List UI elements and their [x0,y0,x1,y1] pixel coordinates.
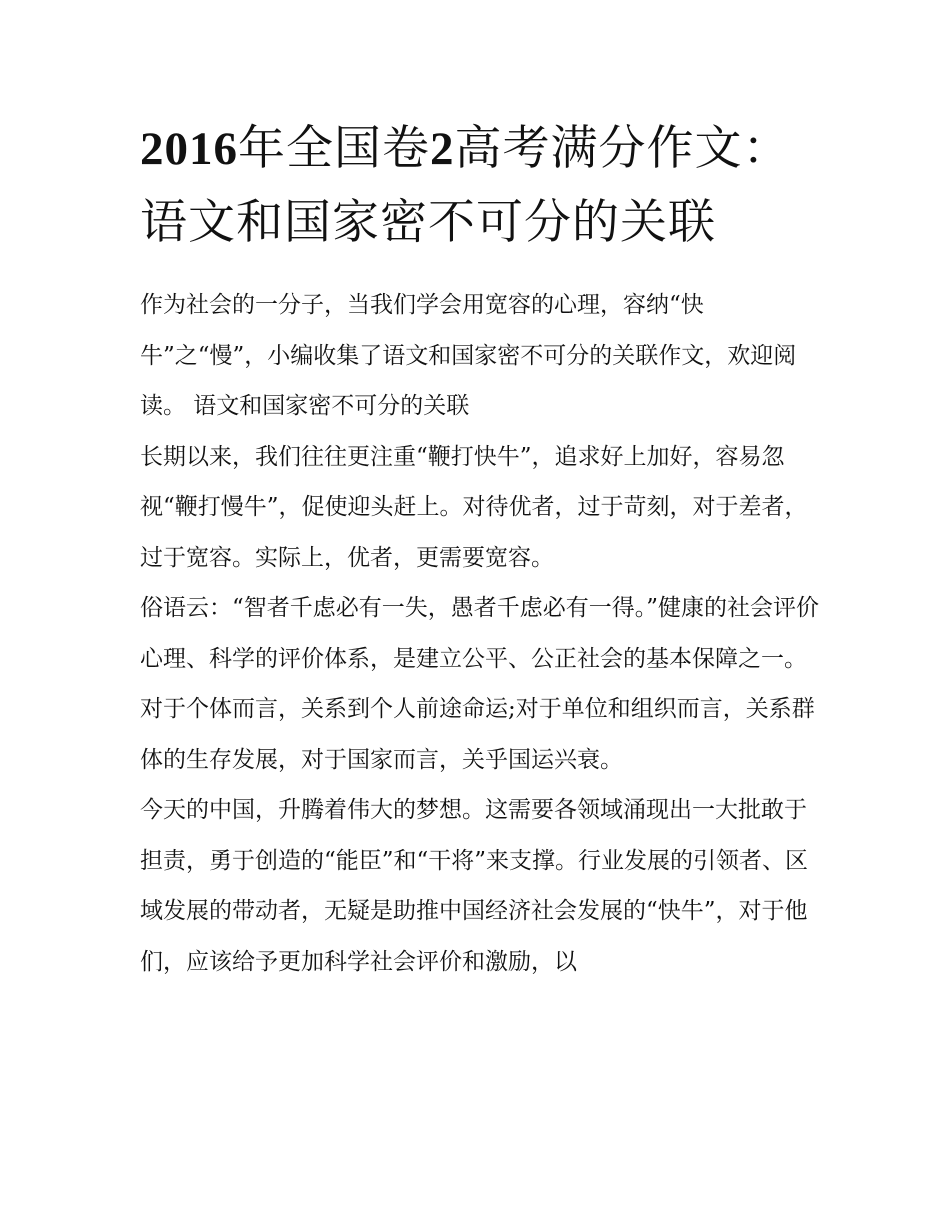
paragraph-2: 长期以来，我们往往更注重“鞭打快牛”，追求好上加好，容易忽视“鞭打慢牛”，促使迎头赶上。对待优者，过于苛刻，对于差者，过于宽容。实际上，优者，更需要宽容。 [140,443,808,571]
document-body [140,280,820,987]
paragraph-intro: 作为社会的一分子，当我们学会用宽容的心理，容纳“快牛”之“慢”，小编收集了语文和国家密不可分的关联作文，欢迎阅读。 语文和国家密不可分的关联 [140,292,797,419]
title-year: 2016 [140,123,238,175]
paragraph-4: 今天的中国，升腾着伟大的梦想。这需要各领域涌现出一大批敢于担责，勇于创造的“能臣”和“干将”来支撑。行业发展的引领者、区域发展的带动者，无疑是助推中国经济社会发展的“快牛”，对于他们，应该给予更加科学社会评价和激励，以 [140,797,809,975]
title-text-b: 高考满分作文：语文和国家密不可分的关联 [140,121,791,250]
title-text-a: 年全国卷 [238,121,430,176]
paragraph-3: 俗语云：“智者千虑必有一失，愚者千虑必有一得。”健康的社会评价心理、科学的评价体系，是建立公平、公正社会的基本保障之一。对于个体而言，关系到个人前途命运;对于单位和组织而言，关系群体的生存发展，对于国家而言，关乎国运兴衰。 [140,595,820,773]
title-number: 2 [430,123,455,175]
document-title [140,112,820,260]
document-page [140,112,820,987]
